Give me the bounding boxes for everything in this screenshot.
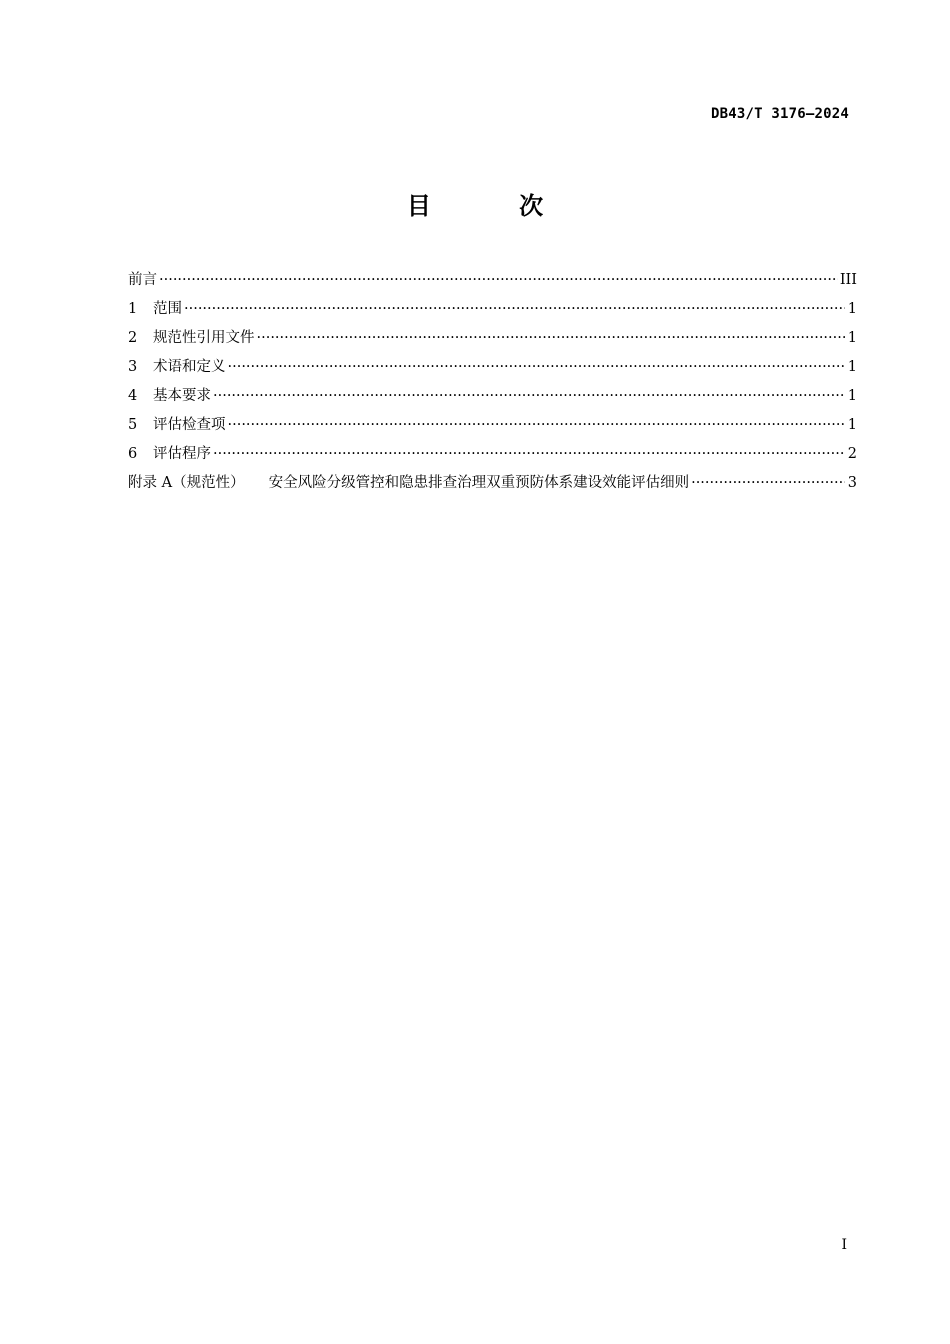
- toc-leader-dots: [228, 355, 846, 379]
- toc-leader-dots: [257, 326, 846, 350]
- page-title: 目 次: [406, 192, 584, 220]
- toc-entry-page: 3: [847, 475, 857, 491]
- toc-entry-appendix-a[interactable]: [128, 471, 857, 500]
- document-code: DB43/T 3176—2024: [710, 106, 849, 122]
- toc-leader-dots: [228, 413, 846, 437]
- toc-entry-number: 6: [128, 446, 138, 462]
- toc-entry-number: 4: [128, 388, 138, 404]
- toc-entry-label: [128, 471, 689, 495]
- toc-leader-dots: [159, 268, 838, 292]
- toc-entry-normative-references[interactable]: [128, 326, 857, 355]
- toc-entry-page: 2: [847, 446, 857, 462]
- toc-entry-number: 2: [128, 330, 138, 346]
- toc-entry-label: 评估检查项: [153, 417, 226, 433]
- toc-entry-page: 1: [847, 330, 857, 346]
- toc-entry-basic-requirements[interactable]: [128, 384, 857, 413]
- toc-entry-label: 评估程序: [153, 446, 211, 462]
- toc-leader-dots: [213, 384, 845, 408]
- appendix-prefix: 附录 A（规范性）: [128, 475, 245, 491]
- toc-entry-label: 规范性引用文件: [153, 330, 255, 346]
- page-number: I: [841, 1237, 847, 1253]
- toc-entry-page: 1: [847, 359, 857, 375]
- toc-entry-foreword[interactable]: [128, 268, 857, 297]
- toc-entry-page: 1: [847, 417, 857, 433]
- toc-entry-page: 1: [847, 301, 857, 317]
- toc-leader-dots: [184, 297, 845, 321]
- toc-entry-page: III: [839, 272, 857, 288]
- toc-entry-label: 范围: [153, 301, 182, 317]
- toc-entry-assessment-items[interactable]: [128, 413, 857, 442]
- toc-leader-dots: [691, 471, 845, 495]
- toc-entry-page: 1: [847, 388, 857, 404]
- toc-entry-number: 1: [128, 301, 138, 317]
- toc-leader-dots: [213, 442, 845, 466]
- toc-entry-assessment-procedure[interactable]: [128, 442, 857, 471]
- toc-entry-label: 术语和定义: [153, 359, 226, 375]
- toc-entry-label: 前言: [128, 272, 157, 288]
- appendix-title: 安全风险分级管控和隐患排查治理双重预防体系建设效能评估细则: [268, 475, 690, 491]
- table-of-contents: [128, 268, 857, 500]
- toc-entry-label: 基本要求: [153, 388, 211, 404]
- toc-entry-terms-definitions[interactable]: [128, 355, 857, 384]
- toc-entry-scope[interactable]: [128, 297, 857, 326]
- toc-entry-number: 3: [128, 359, 138, 375]
- toc-entry-number: 5: [128, 417, 138, 433]
